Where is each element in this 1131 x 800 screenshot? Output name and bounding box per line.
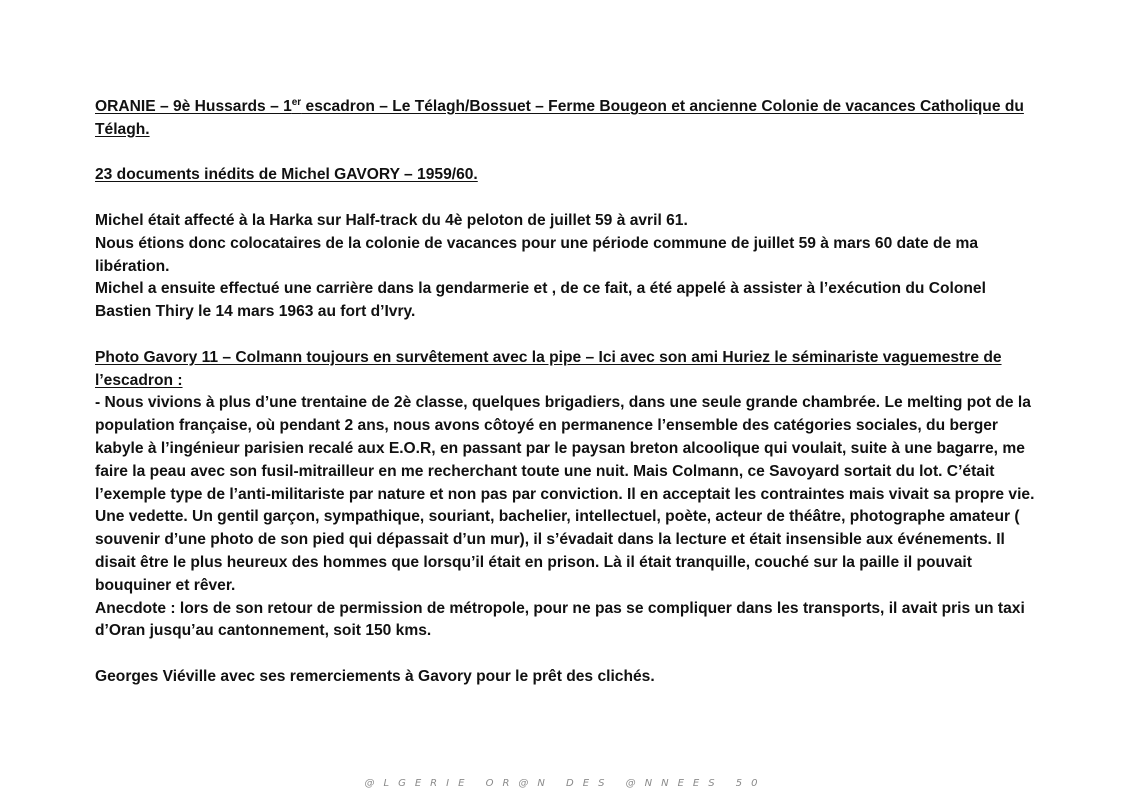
heading-part-2: escadron – Le Télagh/Bossuet – Ferme Bougeon et ancienne Colonie de vacances Catholique du Télagh. xyxy=(95,98,1024,138)
intro-paragraph: Michel était affecté à la Harka sur Half-track du 4è peloton de juillet 59 à avril 61. xyxy=(95,211,688,229)
spacer xyxy=(95,643,1040,666)
spacer xyxy=(95,324,1040,347)
document-subheading: 23 documents inédits de Michel GAVORY – 1959/60. xyxy=(95,166,478,184)
heading-part-1: ORANIE – 9è Hussards – 1 xyxy=(95,98,292,115)
document-heading xyxy=(95,96,1040,142)
spacer xyxy=(95,187,1040,210)
intro-paragraph: Nous étions donc colocataires de la colonie de vacances pour une période commune de juillet 59 à mars 60 date de ma libération. xyxy=(95,234,979,275)
document-body xyxy=(95,96,1040,689)
heading-superscript: er xyxy=(291,97,302,108)
anecdote-paragraph: Anecdote : lors de son retour de permission de métropole, pour ne pas se compliquer dans les transports, il avait pris un taxi d’Oran jusqu’au cantonnement, soit 150 kms. xyxy=(95,599,1025,640)
spacer xyxy=(95,142,1040,165)
body-paragraph: - Nous vivions à plus d’une trentaine de 2è classe, quelques brigadiers, dans une seule grande chambrée. Le melting pot de la population française, où pendant 2 ans, nous avons côtoyé en permanence l’ensemble des catégories sociales, du berger kabyle à l’ingénieur parisien recalé aux E.O.R, en passant par le paysan breton alcoolique qui voulait, suite à une bagarre, me faire la peau avec son fusil-mitrailleur en me recherchant toute une nuit. Mais Colmann, ce Savoyard sortait du lot. C’était l’exemple type de l’anti-militariste par nature et non pas par conviction. Il en acceptait les contraintes mais vivait sa propre vie. Une vedette. Un gentil garçon, sympathique, souriant, bachelier, intellectuel, poète, acteur de théâtre, photographe amateur ( souvenir d’une photo de son pied qui dépassait d’un mur), il s’évadait dans la lecture et était insensible aux événements. Il disait être le plus heureux des hommes que lorsqu’il était en prison. Là il était tranquille, couché sur la paille il pouvait bouquiner et rêver. xyxy=(95,394,1035,594)
page-footer: @LGERIE OR@N DES @NNEES 50 xyxy=(364,778,767,789)
photo-caption: Photo Gavory 11 – Colmann toujours en survêtement avec la pipe – Ici avec son ami Huriez le séminariste vaguemestre de l’escadron : xyxy=(95,348,1002,389)
signature-line: Georges Viéville avec ses remerciements à Gavory pour le prêt des clichés. xyxy=(95,667,655,685)
intro-paragraph: Michel a ensuite effectué une carrière dans la gendarmerie et , de ce fait, a été appelé à assister à l’exécution du Colonel Bastien Thiry le 14 mars 1963 au fort d’Ivry. xyxy=(95,280,986,321)
